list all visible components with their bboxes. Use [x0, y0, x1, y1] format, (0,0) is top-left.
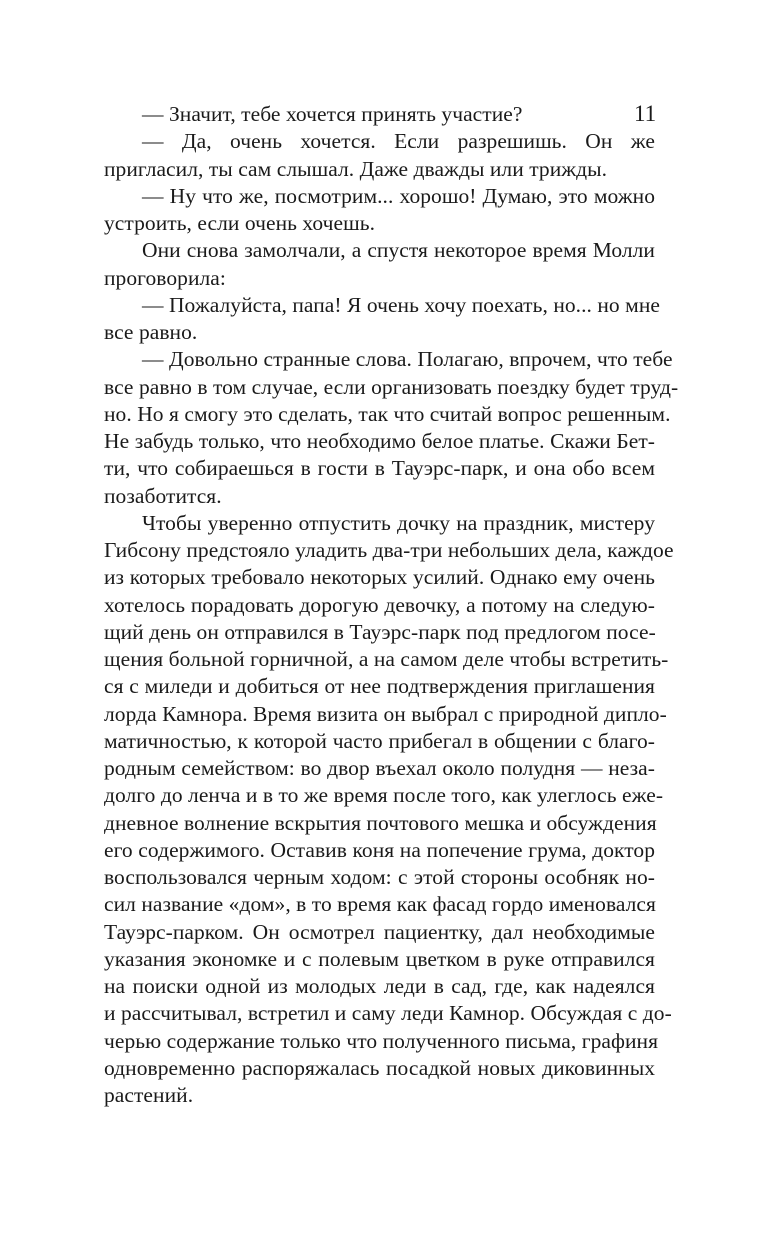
text-line: пригласил, ты сам слышал. Даже дважды или трижды. — [104, 156, 608, 181]
text-line: Гибсону предстояло уладить два-три небольших дела, каждое — [104, 538, 674, 562]
text-line: позаботится. — [104, 483, 222, 508]
body-text — [104, 100, 679, 1108]
text-line: одновременно распоряжалась посадкой новых диковинных — [104, 1055, 655, 1080]
text-line: Чтобы уверенно отпустить дочку на праздник, мистеру — [142, 510, 655, 535]
text-line: ти, что собираешься в гости в Тауэрс-парк, и она обо всем — [104, 456, 655, 481]
text-line: Они снова замолчали, а спустя некоторое время Молли — [142, 238, 655, 263]
text-line: долго до ленча и в то же время после того, как улеглось еже- — [104, 783, 664, 808]
text-line: — Значит, тебе хочется принять участие? — [142, 102, 523, 126]
text-line: ся с миледи и добиться от нее подтверждения приглашения — [104, 674, 655, 699]
text-line: на поиски одной из молодых леди в сад, где, как надеялся — [104, 974, 655, 998]
text-line: растений. — [104, 1083, 194, 1107]
text-line: — Довольно странные слова. Полагаю, впрочем, что тебе — [142, 347, 673, 372]
text-line: его содержимого. Оставив коня на попечение грума, доктор — [104, 837, 655, 862]
text-line: воспользовался черным ходом: с этой стороны особняк но- — [104, 865, 655, 889]
text-line: лорда Камнора. Время визита он выбрал с природной дипло- — [104, 701, 667, 726]
text-line: из которых требовало некоторых усилий. Однако ему очень — [104, 565, 655, 590]
text-line: — Пожалуйста, папа! Я очень хочу поехать, но... но мне — [142, 292, 660, 317]
text-line: но. Но я смогу это сделать, так что считай вопрос решенным. — [104, 401, 671, 426]
text-line: черью содержание только что полученного письма, графиня — [104, 1028, 659, 1053]
text-line: все равно в том случае, если организовать поездку будет труд- — [104, 374, 679, 399]
text-line: хотелось порадовать дорогую девочку, а потому на следую- — [104, 592, 655, 617]
text-line: матичностью, к которой часто прибегал в общении с благо- — [104, 728, 655, 753]
text-line: сил название «дом», в то время как фасад гордо именовался — [104, 892, 656, 917]
text-line: дневное волнение вскрытия почтового мешка и обсуждения — [104, 810, 657, 835]
text-line: и рассчитывал, встретил и саму леди Камнор. Обсуждая с до- — [104, 1001, 672, 1026]
text-line: Не забудь только, что необходимо белое платье. Скажи Бет- — [104, 429, 655, 453]
text-line: щий день он отправился в Тауэрс-парк под предлогом посе- — [104, 619, 656, 644]
text-line: родным семейством: во двор въехал около полудня — неза- — [104, 756, 655, 780]
text-line: — Ну что же, посмотрим... хорошо! Думаю, это можно — [142, 183, 655, 208]
text-line: все равно. — [104, 320, 198, 344]
text-line: проговорила: — [104, 265, 226, 290]
text-line: устроить, если очень хочешь. — [104, 211, 375, 235]
text-line: Тауэрс-парком. Он осмотрел пациентку, дал необходимые — [104, 919, 655, 944]
text-line: щения больной горничной, а на самом деле чтобы встретить- — [104, 647, 669, 671]
page-number: 11 — [634, 101, 657, 126]
text-line: — Да, очень хочется. Если разрешишь. Он же — [142, 129, 655, 154]
text-line: указания экономке и с полевым цветком в руке отправился — [104, 946, 655, 971]
